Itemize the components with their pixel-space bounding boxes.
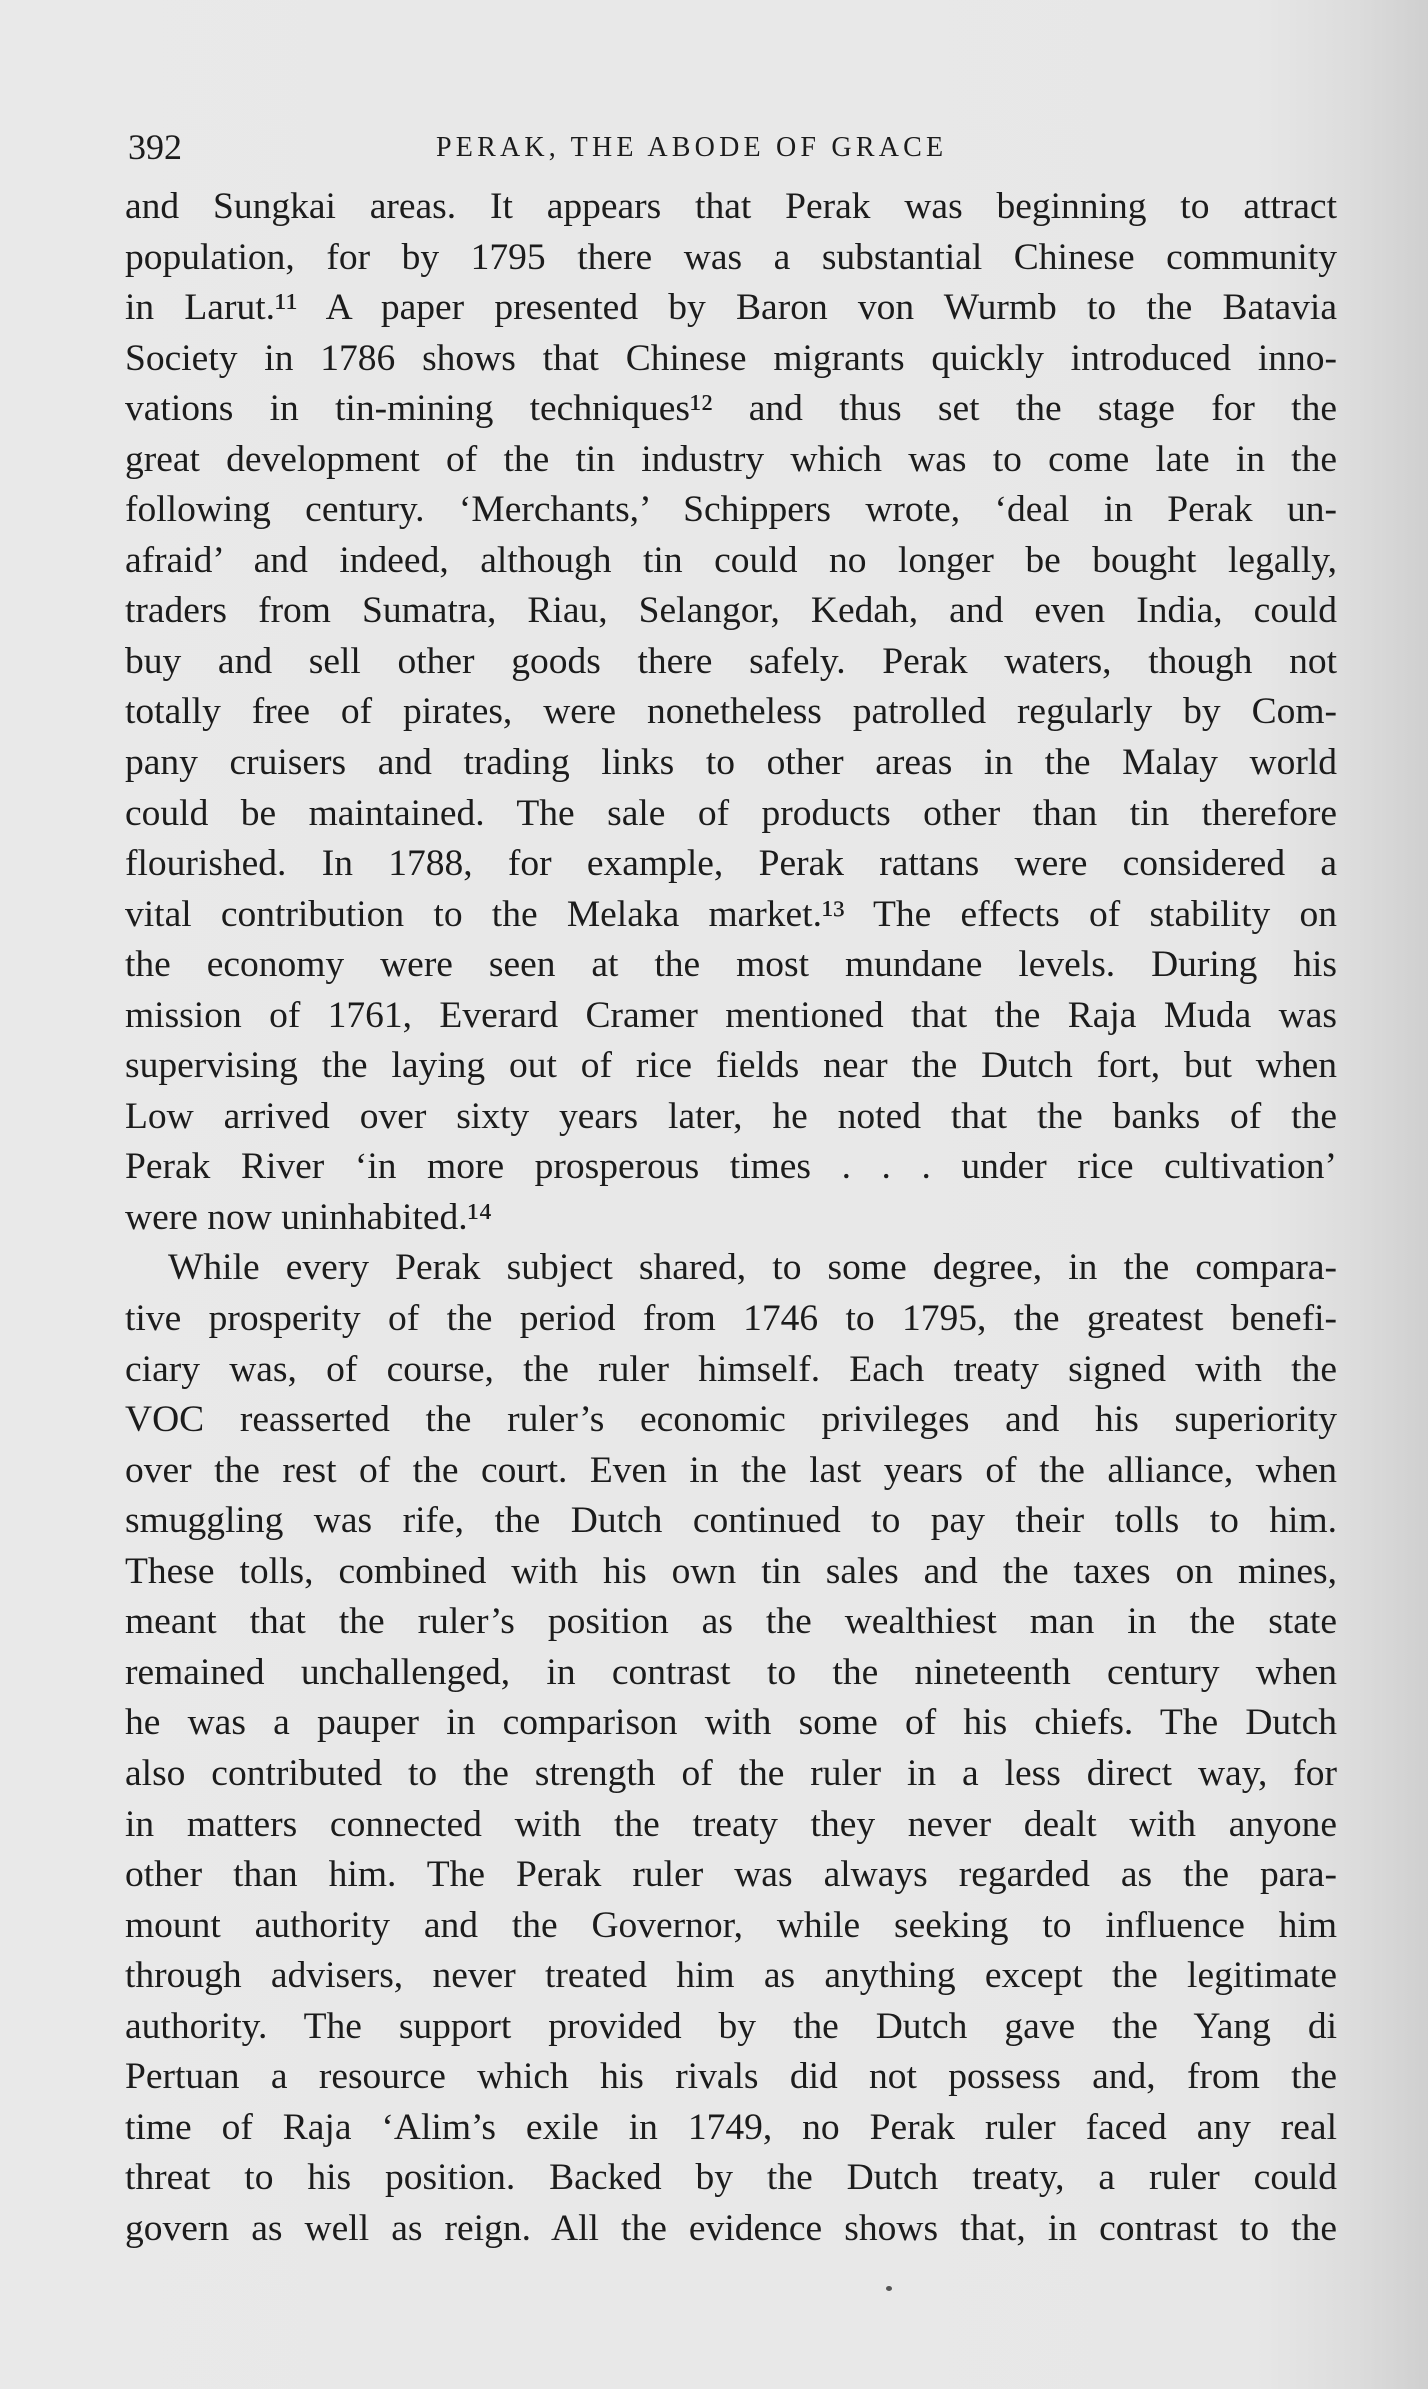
text-line: Low arrived over sixty years later, he noted that the banks of the xyxy=(125,1095,1337,1137)
text-line: remained unchallenged, in contrast to the nineteenth century when xyxy=(125,1651,1337,1693)
paragraph xyxy=(125,182,1337,1243)
text-line: authority. The support provided by the Dutch gave the Yang di xyxy=(125,2005,1337,2047)
text-line: through advisers, never treated him as anything except the legitimate xyxy=(125,1955,1337,1997)
text-line: flourished. In 1788, for example, Perak rattans were considered a xyxy=(125,843,1337,885)
text-line: These tolls, combined with his own tin sales and the taxes on mines, xyxy=(125,1550,1337,1592)
text-line: Perak River ‘in more prosperous times . . . under rice cultivation’ xyxy=(125,1146,1337,1188)
text-line: were now uninhabited.¹⁴ xyxy=(125,1196,492,1238)
text-line: mount authority and the Governor, while seeking to influence him xyxy=(125,1904,1337,1946)
text-line: meant that the ruler’s position as the wealthiest man in the state xyxy=(125,1601,1337,1643)
text-line: great development of the tin industry which was to come late in the xyxy=(125,438,1337,480)
text-line: Society in 1786 shows that Chinese migrants quickly introduced inno- xyxy=(125,337,1337,379)
scan-speck xyxy=(886,2286,892,2291)
text-line: and Sungkai areas. It appears that Perak was beginning to attract xyxy=(125,186,1337,227)
text-line: totally free of pirates, were nonetheless patrolled regularly by Com- xyxy=(125,691,1337,733)
text-line: population, for by 1795 there was a substantial Chinese community xyxy=(125,236,1337,278)
text-line: in matters connected with the treaty they never dealt with anyone xyxy=(125,1803,1337,1845)
text-line: smuggling was rife, the Dutch continued to pay their tolls to him. xyxy=(125,1500,1337,1542)
text-line: vital contribution to the Melaka market.¹³ The effects of stability on xyxy=(125,893,1337,935)
running-title: PERAK, THE ABODE OF GRACE xyxy=(436,132,948,163)
body-text xyxy=(125,182,1337,2254)
text-line: following century. ‘Merchants,’ Schippers wrote, ‘deal in Perak un- xyxy=(125,489,1337,531)
text-line: govern as well as reign. All the evidence shows that, in contrast to the xyxy=(125,2207,1337,2249)
text-line: pany cruisers and trading links to other areas in the Malay world xyxy=(125,742,1337,784)
text-line: supervising the laying out of rice fields near the Dutch fort, but when xyxy=(125,1045,1337,1087)
text-line: mission of 1761, Everard Cramer mentioned that the Raja Muda was xyxy=(125,994,1337,1036)
text-line: he was a pauper in comparison with some of his chiefs. The Dutch xyxy=(125,1702,1337,1744)
text-line: time of Raja ‘Alim’s exile in 1749, no Perak ruler faced any real xyxy=(125,2106,1337,2148)
text-line: the economy were seen at the most mundane levels. During his xyxy=(125,944,1337,986)
text-line: traders from Sumatra, Riau, Selangor, Kedah, and even India, could xyxy=(125,590,1337,632)
text-line: afraid’ and indeed, although tin could no longer be bought legally, xyxy=(125,539,1337,581)
text-line: in Larut.¹¹ A paper presented by Baron von Wurmb to the Batavia xyxy=(125,287,1337,329)
text-line: buy and sell other goods there safely. Perak waters, though not xyxy=(125,640,1337,682)
page-header xyxy=(128,126,1338,170)
text-line: VOC reasserted the ruler’s economic privileges and his superiority xyxy=(125,1399,1337,1441)
text-line: ciary was, of course, the ruler himself. Each treaty signed with the xyxy=(125,1348,1337,1390)
text-line: tive prosperity of the period from 1746 to 1795, the greatest benefi- xyxy=(125,1298,1337,1340)
text-line: Pertuan a resource which his rivals did not possess and, from the xyxy=(125,2056,1337,2098)
text-line: could be maintained. The sale of products other than tin therefore xyxy=(125,792,1337,834)
text-line: vations in tin-mining techniques¹² and thus set the stage for the xyxy=(125,388,1337,430)
text-line: threat to his position. Backed by the Dutch treaty, a ruler could xyxy=(125,2157,1337,2199)
paragraph xyxy=(125,1243,1337,2254)
text-line: over the rest of the court. Even in the last years of the alliance, when xyxy=(125,1449,1337,1491)
text-line: While every Perak subject shared, to some degree, in the compara- xyxy=(168,1247,1337,1289)
text-line: other than him. The Perak ruler was always regarded as the para- xyxy=(125,1854,1337,1896)
page-number: 392 xyxy=(128,127,182,167)
text-line: also contributed to the strength of the ruler in a less direct way, for xyxy=(125,1752,1337,1794)
